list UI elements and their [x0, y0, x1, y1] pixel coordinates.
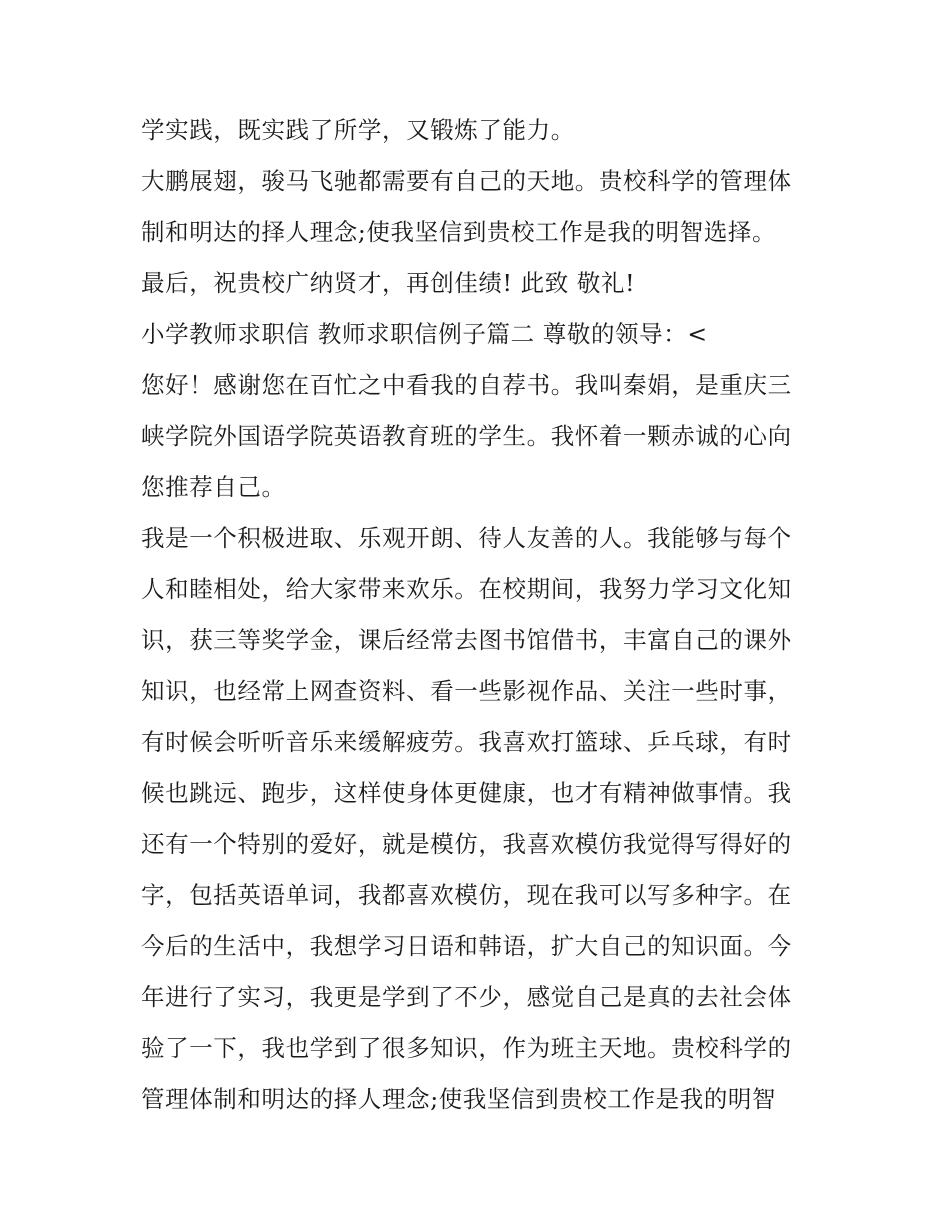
text-line: 峡学院外国语学院英语教育班的学生。我怀着一颗赤诚的心向 [141, 422, 792, 450]
text-line: 今后的生活中，我想学习日语和韩语，扩大自己的知识面。今 [141, 932, 792, 960]
text-line: 验了一下，我也学到了很多知识，作为班主天地。贵校科学的 [141, 1034, 792, 1062]
text-line: 制和明达的择人理念;使我坚信到贵校工作是我的明智选择。 [141, 218, 777, 246]
text-line: 管理体制和明达的择人理念;使我坚信到贵校工作是我的明智 [141, 1085, 777, 1113]
text-line: 您好！感谢您在百忙之中看我的自荐书。我叫秦娟，是重庆三 [141, 371, 792, 399]
text-line: 最后，祝贵校广纳贤才，再创佳绩! 此致 敬礼! [141, 269, 636, 297]
text-line: 大鹏展翅，骏马飞驰都需要有自己的天地。贵校科学的管理体 [141, 167, 792, 195]
text-line: 候也跳远、跑步，这样使身体更健康，也才有精神做事情。我 [141, 779, 792, 807]
text-line: 识，获三等奖学金，课后经常去图书馆借书，丰富自己的课外 [141, 626, 792, 654]
text-line: 您推荐自己。 [141, 473, 286, 501]
text-line: 知识，也经常上网查资料、看一些影视作品、关注一些时事， [141, 677, 792, 705]
text-line: 人和睦相处，给大家带来欢乐。在校期间，我努力学习文化知 [141, 575, 792, 603]
text-line: 我是一个积极进取、乐观开朗、待人友善的人。我能够与每个 [141, 524, 792, 552]
text-line: 年进行了实习，我更是学到了不少，感觉自己是真的去社会体 [141, 983, 792, 1011]
text-line: 字，包括英语单词，我都喜欢模仿，现在我可以写多种字。在 [141, 881, 792, 909]
text-line: 有时候会听听音乐来缓解疲劳。我喜欢打篮球、乒乓球，有时 [141, 728, 792, 756]
section-heading-line: 小学教师求职信 教师求职信例子篇二 尊敬的领导：< [141, 320, 708, 348]
body-text [141, 105, 831, 1125]
text-line: 学实践，既实践了所学，又锻炼了能力。 [141, 116, 575, 144]
text-line: 还有一个特别的爱好，就是模仿，我喜欢模仿我觉得写得好的 [141, 830, 792, 858]
